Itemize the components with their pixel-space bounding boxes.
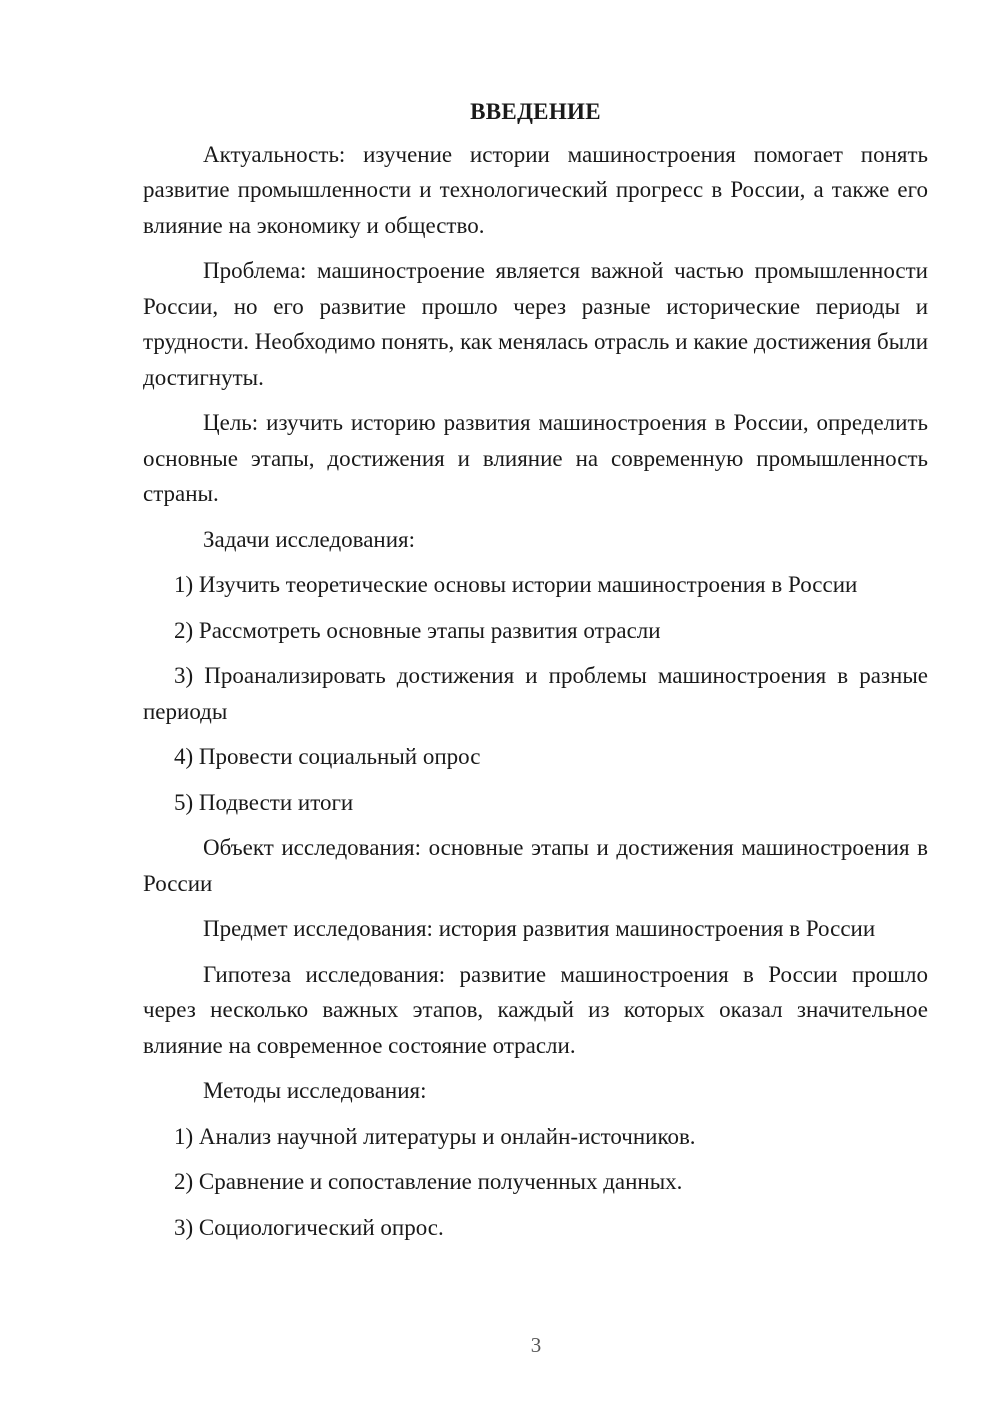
hypothesis-paragraph: Гипотеза исследования: развитие машиностроения в России прошло через несколько важных этапов, каждый из которых оказал значительное влияние на современное состояние отрасли. bbox=[143, 961, 928, 1058]
task-item: 3) Проанализировать достижения и проблемы машиностроения в разные периоды bbox=[143, 663, 928, 724]
tasks-heading: Задачи исследования: bbox=[203, 526, 416, 552]
object-paragraph: Объект исследования: основные этапы и достижения машиностроения в России bbox=[143, 835, 928, 896]
task-item: 1) Изучить теоретические основы истории машиностроения в России bbox=[174, 572, 858, 597]
relevance-paragraph: Актуальность: изучение истории машиностроения помогает понять развитие промышленности и технологический прогресс в России, а также его влияние на экономику и общество. bbox=[143, 141, 928, 238]
task-item: 5) Подвести итоги bbox=[174, 789, 354, 815]
methods-heading: Методы исследования: bbox=[203, 1078, 427, 1103]
goal-paragraph: Цель: изучить историю развития машиностроения в России, определить основные этапы, достижения и влияние на современную промышленность страны. bbox=[143, 410, 928, 506]
method-item: 1) Анализ научной литературы и онлайн-источников. bbox=[174, 1123, 696, 1149]
method-item: 3) Социологический опрос. bbox=[174, 1214, 444, 1240]
page-number: 3 bbox=[530, 1333, 542, 1357]
subject-paragraph: Предмет исследования: история развития машиностроения в России bbox=[203, 916, 876, 941]
section-heading: ВВЕДЕНИЕ bbox=[470, 99, 601, 124]
task-item: 4) Провести социальный опрос bbox=[174, 744, 481, 769]
method-item: 2) Сравнение и сопоставление полученных данных. bbox=[174, 1169, 683, 1194]
task-item: 2) Рассмотреть основные этапы развития отрасли bbox=[174, 617, 661, 643]
page-content bbox=[143, 94, 928, 1255]
problem-paragraph: Проблема: машиностроение является важной частью промышленности России, но его развитие прошло через разные исторические периоды и трудности. Необходимо понять, как менялась отрасль и какие достижения были достигнуты. bbox=[143, 258, 928, 390]
